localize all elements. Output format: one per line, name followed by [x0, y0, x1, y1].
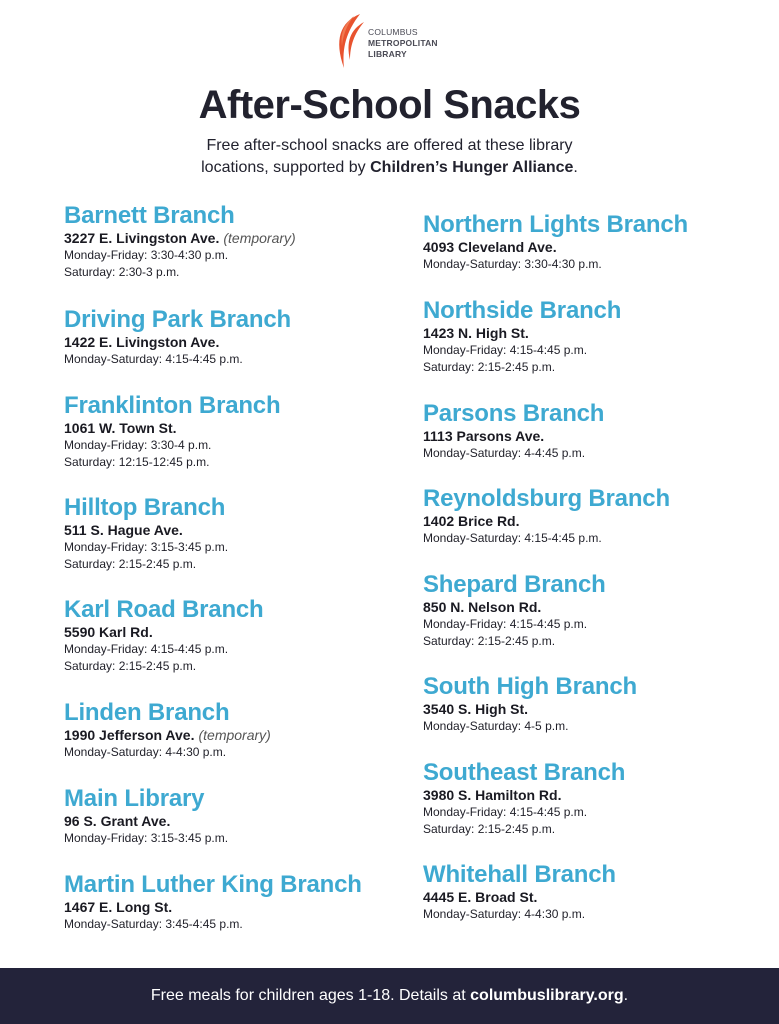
- branch-hours: Monday-Friday: 3:30-4 p.m.: [64, 438, 212, 452]
- address-text: 4093 Cleveland Ave.: [423, 239, 557, 255]
- branch-address: [423, 427, 604, 445]
- branch-address: [64, 333, 291, 351]
- branch-address: [423, 888, 616, 906]
- branch-entry: [423, 862, 616, 923]
- sponsor-name: Children’s Hunger Alliance: [370, 159, 574, 176]
- address-text: 4445 E. Broad St.: [423, 889, 538, 905]
- branch-entry: [423, 401, 604, 462]
- branch-entry: [423, 572, 606, 650]
- branch-hours: Monday-Saturday: 3:30-4:30 p.m.: [423, 257, 602, 271]
- branch-hours: Monday-Saturday: 4-4:45 p.m.: [423, 446, 586, 460]
- address-text: 5590 Karl Rd.: [64, 624, 153, 640]
- branch-entry: [423, 760, 625, 838]
- branch-entry: [64, 700, 271, 761]
- branch-entry: [64, 495, 228, 573]
- address-text: 1990 Jefferson Ave.: [64, 727, 195, 743]
- subtitle-line-1: Free after-school snacks are offered at these library: [206, 137, 573, 154]
- branch-name: Southeast Branch: [423, 759, 626, 786]
- page-subtitle: [0, 135, 779, 179]
- branch-address: [64, 726, 271, 744]
- address-note: (temporary): [198, 727, 271, 743]
- branch-hours: Saturday: 2:15-2:45 p.m.: [423, 822, 556, 836]
- branch-address: [423, 786, 625, 804]
- branch-name: Shepard Branch: [423, 571, 606, 598]
- address-text: 96 S. Grant Ave.: [64, 813, 171, 829]
- branch-address: [64, 812, 228, 830]
- footer-suffix: .: [623, 987, 629, 1004]
- branch-entry: [423, 212, 688, 273]
- branch-name: Franklinton Branch: [64, 392, 281, 419]
- address-text: 3980 S. Hamilton Rd.: [423, 787, 562, 803]
- branch-address: [423, 512, 670, 530]
- branch-hours: Saturday: 12:15-12:45 p.m.: [64, 455, 210, 469]
- branch-entry: [423, 298, 621, 376]
- branch-entry: [64, 872, 362, 933]
- branch-name: Northern Lights Branch: [423, 211, 688, 238]
- branch-address: [64, 419, 280, 437]
- branch-name: Whitehall Branch: [423, 861, 616, 888]
- branch-name: Linden Branch: [64, 699, 230, 726]
- branch-hours: Monday-Saturday: 4:15-4:45 p.m.: [423, 531, 602, 545]
- logo-line-metropolitan: METROPOLITAN: [368, 38, 438, 48]
- branch-name: South High Branch: [423, 673, 637, 700]
- branch-hours: Monday-Friday: 4:15-4:45 p.m.: [423, 343, 588, 357]
- subtitle-line-2-prefix: locations, supported by: [201, 159, 371, 176]
- branch-hours: Monday-Saturday: 4-4:30 p.m.: [64, 745, 227, 759]
- branch-address: [64, 623, 264, 641]
- branch-hours: Monday-Saturday: 4:15-4:45 p.m.: [64, 352, 243, 366]
- logo-line-columbus: COLUMBUS: [368, 27, 418, 37]
- branch-hours: Monday-Friday: 4:15-4:45 p.m.: [423, 617, 588, 631]
- footer-website-link[interactable]: columbuslibrary.org: [470, 987, 624, 1004]
- branch-hours: Monday-Friday: 3:30-4:30 p.m.: [64, 248, 229, 262]
- branch-name: Reynoldsburg Branch: [423, 485, 670, 512]
- branch-address: [423, 598, 606, 616]
- logo-wordmark: [368, 27, 438, 60]
- branch-entry: [423, 674, 637, 735]
- branch-address: [423, 238, 688, 256]
- branch-name: Martin Luther King Branch: [64, 871, 362, 898]
- branch-name: Hilltop Branch: [64, 494, 226, 521]
- address-text: 3227 E. Livingston Ave.: [64, 230, 220, 246]
- address-text: 1422 E. Livingston Ave.: [64, 334, 220, 350]
- branch-address: [423, 324, 621, 342]
- logo-line-library: LIBRARY: [368, 49, 407, 59]
- branch-entry: [64, 203, 296, 281]
- address-text: 3540 S. High St.: [423, 701, 529, 717]
- subtitle-line-2-suffix: .: [573, 159, 578, 176]
- branch-entry: [64, 786, 228, 847]
- branch-hours: Monday-Friday: 4:15-4:45 p.m.: [423, 805, 588, 819]
- subtitle-line-2: [0, 157, 779, 179]
- branch-hours: Saturday: 2:30-3 p.m.: [64, 265, 180, 279]
- address-text: 850 N. Nelson Rd.: [423, 599, 542, 615]
- branch-hours: Monday-Saturday: 3:45-4:45 p.m.: [64, 917, 243, 931]
- branch-hours: Saturday: 2:15-2:45 p.m.: [423, 634, 556, 648]
- branch-address: [64, 898, 362, 916]
- branch-name: Parsons Branch: [423, 400, 605, 427]
- address-text: 1467 E. Long St.: [64, 899, 173, 915]
- branch-hours: Saturday: 2:15-2:45 p.m.: [64, 557, 197, 571]
- branch-address: [64, 229, 296, 247]
- address-text: 1061 W. Town St.: [64, 420, 177, 436]
- branch-entry: [423, 486, 670, 547]
- branch-entry: [64, 597, 264, 675]
- branch-hours: Monday-Friday: 3:15-3:45 p.m.: [64, 540, 229, 554]
- page-title: After-School Snacks: [198, 83, 581, 127]
- branch-hours: Monday-Friday: 3:15-3:45 p.m.: [64, 831, 229, 845]
- address-text: 1402 Brice Rd.: [423, 513, 520, 529]
- footer-banner: [0, 968, 779, 1024]
- branch-address: [64, 521, 228, 539]
- footer-text: Free meals for children ages 1-18. Details at: [150, 987, 471, 1004]
- branch-entry: [64, 393, 280, 471]
- branch-name: Main Library: [64, 785, 205, 812]
- address-text: 1423 N. High St.: [423, 325, 529, 341]
- branch-name: Driving Park Branch: [64, 306, 291, 333]
- address-text: 1113 Parsons Ave.: [423, 428, 545, 444]
- branch-name: Karl Road Branch: [64, 596, 264, 623]
- branch-name: Northside Branch: [423, 297, 622, 324]
- branch-hours: Saturday: 2:15-2:45 p.m.: [423, 360, 556, 374]
- branch-hours: Monday-Saturday: 4-4:30 p.m.: [423, 907, 586, 921]
- address-note: (temporary): [223, 230, 296, 246]
- library-flame-icon: [330, 12, 366, 70]
- branch-name: Barnett Branch: [64, 202, 235, 229]
- address-text: 511 S. Hague Ave.: [64, 522, 183, 538]
- branch-hours: Monday-Saturday: 4-5 p.m.: [423, 719, 569, 733]
- branch-hours: Monday-Friday: 4:15-4:45 p.m.: [64, 642, 229, 656]
- branch-entry: [64, 307, 291, 368]
- branch-address: [423, 700, 637, 718]
- branch-hours: Saturday: 2:15-2:45 p.m.: [64, 659, 197, 673]
- library-logo: [330, 12, 460, 70]
